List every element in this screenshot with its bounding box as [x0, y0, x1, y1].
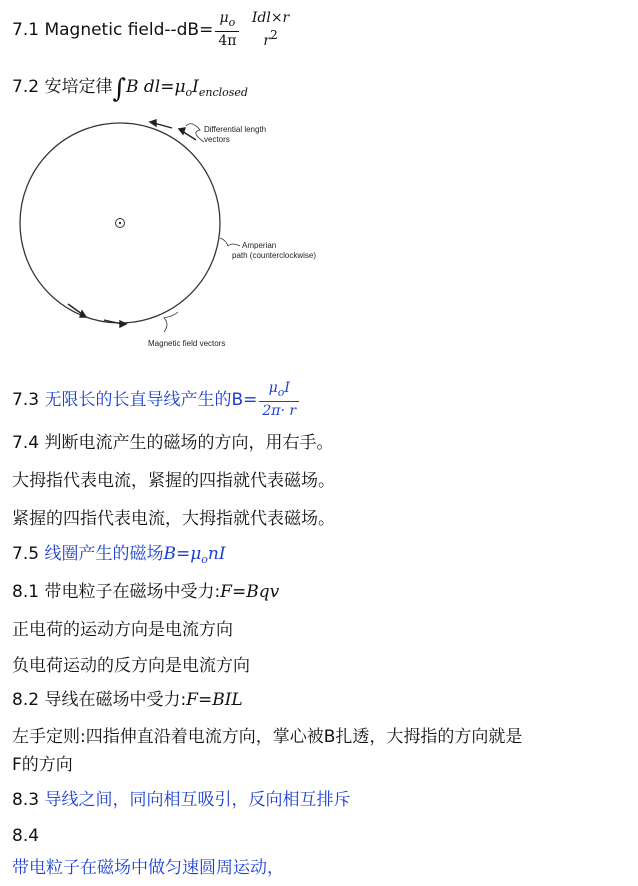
line-8-1-negative: 负电荷运动的反方向是电流方向 — [12, 656, 250, 676]
denominator-7-3: 2π· r — [259, 401, 299, 420]
line-8-1 — [12, 581, 279, 603]
label-differential-line1: Differential length — [204, 125, 267, 134]
amperian-loop-diagram — [14, 118, 344, 354]
mu-sub-7-3: o — [277, 386, 285, 399]
exponent-2: 2 — [270, 28, 278, 42]
ampere-formula: B dl=μ — [126, 77, 186, 97]
line-7-4-thumb-current: 大拇指代表电流，紧握的四指就代表磁场。 — [12, 471, 335, 491]
fraction-idl-cross-r — [249, 10, 292, 50]
text-7-3-description: 无限长的长直导线产生的 — [39, 390, 232, 410]
text-7-5-description: 线圈产生的磁场 — [39, 544, 164, 564]
line-8-4-description: 带电粒子在磁场中做匀速圆周运动， — [12, 858, 284, 878]
label-differential-line2: vectors — [204, 135, 230, 144]
label-magnetic-field-vectors: Magnetic field vectors — [148, 339, 226, 348]
line-8-1-positive: 正电荷的运动方向是电流方向 — [12, 620, 233, 640]
formula-7-5-tail: nI — [207, 544, 226, 564]
formula-8-2: F=BIL — [186, 690, 243, 710]
text-7-3-number: 7.3 — [12, 390, 40, 410]
line-7-4: 7.4 判断电流产生的磁场的方向，用右手。 — [12, 433, 334, 453]
ampere-mu-sub: o — [185, 86, 193, 99]
line-8-2 — [12, 689, 243, 711]
text-7-1-prefix: 7.1 Magnetic field--dB= — [12, 20, 214, 40]
fraction-mu-i-over-2pi-r — [259, 380, 299, 420]
text-8-1-prefix: 8.1 带电粒子在磁场中受力: — [12, 582, 221, 602]
line-8-3 — [12, 789, 350, 811]
denominator-r: r — [263, 33, 271, 49]
ampere-enclosed-sub: enclosed — [198, 86, 248, 99]
text-7-3-eq: B= — [231, 390, 258, 410]
mu-symbol: μ — [219, 10, 229, 26]
wire-out-of-page-icon — [116, 219, 125, 228]
line-8-4: 8.4 — [12, 826, 40, 846]
mu-symbol-7-3: μ — [268, 380, 278, 396]
line-7-3 — [12, 380, 301, 420]
current-7-3: I — [284, 380, 290, 396]
numerator-idl: Idl×r — [251, 10, 290, 26]
ampere-current: I — [192, 77, 199, 97]
formula-7-5: B=μ — [163, 544, 202, 564]
text-8-2-prefix: 8.2 导线在磁场中受力: — [12, 690, 187, 710]
leader-magnetic — [164, 312, 178, 332]
line-8-2-left-hand-rule: 左手定则:四指伸直沿着电流方向，掌心被B扎透，大拇指的方向就是 — [12, 727, 523, 747]
label-amperian-line2: path (counterclockwise) — [232, 251, 317, 260]
line-7-1 — [12, 10, 294, 50]
integral-symbol: ∫ — [112, 74, 126, 104]
text-7-2-prefix: 7.2 安培定律 — [12, 77, 113, 97]
line-8-2-direction: F的方向 — [12, 755, 73, 775]
line-7-4-fingers-current: 紧握的四指代表电流，大拇指就代表磁场。 — [12, 509, 335, 529]
denominator-4pi: 4π — [215, 31, 239, 50]
fraction-mu-over-4pi — [215, 10, 239, 50]
line-7-5 — [12, 543, 226, 571]
formula-8-1: F=Bqv — [220, 582, 280, 602]
text-8-3-description: 导线之间，同向相互吸引，反向相互排斥 — [39, 790, 351, 810]
label-amperian-line1: Amperian — [242, 241, 277, 250]
text-7-5-number: 7.5 — [12, 544, 40, 564]
formula-7-5-sub: o — [201, 553, 208, 566]
line-7-2 — [12, 76, 248, 104]
mu-subscript: o — [228, 16, 236, 29]
leader-amperian — [220, 238, 240, 246]
text-8-3-number: 8.3 — [12, 790, 40, 810]
magnetic-field-vector-arrows — [68, 304, 126, 327]
